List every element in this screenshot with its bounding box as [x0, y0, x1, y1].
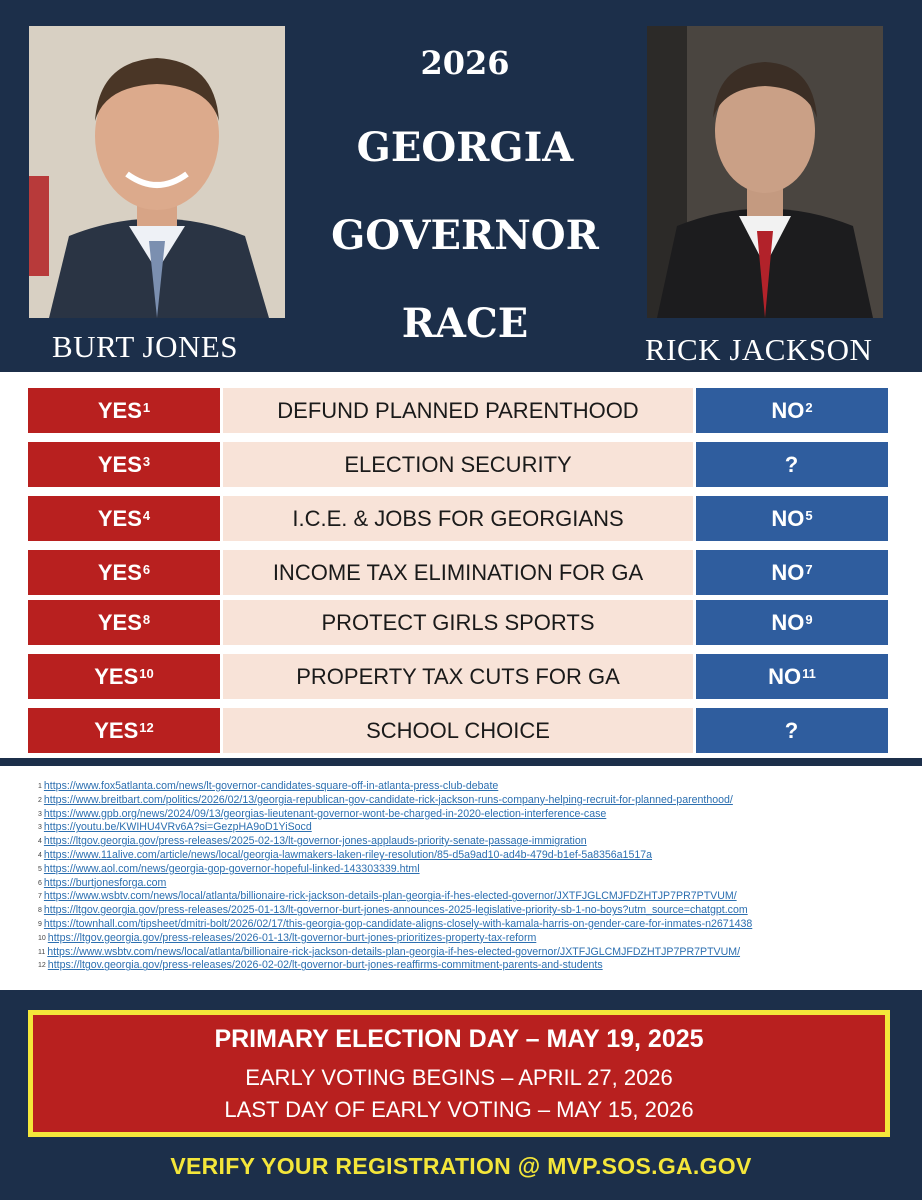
- footnote: [38, 849, 888, 863]
- footnote: [38, 890, 888, 904]
- footnote-number: 2: [38, 796, 42, 804]
- burt-jones-photo: [29, 26, 285, 318]
- footnote: [38, 821, 888, 835]
- issue-label: SCHOOL CHOICE: [223, 708, 693, 753]
- title-line-race: RACE: [401, 300, 529, 347]
- footer: [0, 990, 922, 1200]
- left-answer: YES $^4$: [28, 496, 220, 541]
- footnote-number: 10: [38, 934, 46, 942]
- title-year: 2026: [420, 44, 510, 82]
- early-voting-begins: EARLY VOTING BEGINS – APRIL 27, 2026: [245, 1065, 673, 1090]
- issue-label: DEFUND PLANNED PARENTHOOD: [223, 388, 693, 433]
- table-row: [28, 654, 888, 699]
- footnote-number: 8: [38, 907, 42, 915]
- table-row: [28, 442, 888, 487]
- right-answer: NO $^{11}$: [696, 654, 888, 699]
- right-candidate-name: RICK JACKSON: [645, 332, 873, 367]
- primary-election-day: PRIMARY ELECTION DAY – MAY 19, 2025: [214, 1025, 704, 1053]
- table-row: [28, 496, 888, 541]
- issue-label: ELECTION SECURITY: [223, 442, 693, 487]
- footnote-link[interactable]: https://www.breitbart.com/politics/2026/02/13/georgia-republican-gov-candidate-rick-jackson-runs-company-helping-recruit-for-planned-parenthood/: [43, 793, 733, 806]
- footnote-link[interactable]: https://ltgov.georgia.gov/press-releases/2026-01-13/lt-governor-burt-jones-prioritizes-property-tax-reform: [47, 931, 537, 944]
- left-answer: YES $^1$: [28, 388, 220, 433]
- footnote: [38, 863, 888, 877]
- footnote-number: 1: [38, 783, 42, 790]
- footnote: [38, 877, 888, 891]
- footnote-link[interactable]: https://ltgov.georgia.gov/press-releases/2025-01-13/lt-governor-burt-jones-announces-2025-legislative-priority-sb-1-no-boys?utm_source=chatgpt.com: [43, 904, 748, 917]
- footnote-link[interactable]: https://www.wsbtv.com/news/local/atlanta/billionaire-rick-jackson-details-plan-georgia-if-hes-elected-governor/JXTFJGLCMJFDZHTJP7PR7PTVUM/: [47, 945, 741, 958]
- left-answer: YES $^{12}$: [28, 708, 220, 753]
- right-answer: NO $^2$: [696, 388, 888, 433]
- table-row: [28, 708, 888, 753]
- footnote: [38, 794, 888, 808]
- footnote-number: 11: [38, 948, 46, 956]
- footnote-number: 6: [38, 879, 42, 887]
- left-answer: YES $^8$: [28, 600, 220, 645]
- footnote-number: 4: [38, 851, 42, 859]
- title-line-georgia: GEORGIA: [356, 124, 574, 171]
- footnote-link[interactable]: https://youtu.be/KWIHU4VRv6A?si=GezpHA9oD1YiSocd: [43, 821, 312, 834]
- issue-label: I.C.E. & JOBS FOR GEORGIANS: [223, 496, 693, 541]
- election-dates-box: [28, 1010, 890, 1137]
- footnote-link[interactable]: https://burtjonesforga.com: [43, 876, 167, 889]
- issue-label: INCOME TAX ELIMINATION FOR GA: [223, 550, 693, 595]
- right-answer: ?: [696, 442, 888, 487]
- footnote-number: 12: [38, 962, 46, 970]
- footnote-number: 4: [38, 838, 42, 846]
- footnotes-section: [0, 758, 922, 990]
- issue-label: PROTECT GIRLS SPORTS: [223, 600, 693, 645]
- footnote-link[interactable]: https://www.fox5atlanta.com/news/lt-governor-candidates-square-off-in-atlanta-press-club-debate: [43, 780, 499, 792]
- footnote-number: 5: [38, 865, 42, 873]
- right-answer: ?: [696, 708, 888, 753]
- footnote-number: 3: [38, 810, 42, 818]
- rick-jackson-photo: [647, 26, 883, 318]
- right-answer: NO $^9$: [696, 600, 888, 645]
- comparison-table: [0, 372, 922, 758]
- footnote-link[interactable]: https://www.wsbtv.com/news/local/atlanta/billionaire-rick-jackson-details-plan-georgia-if-hes-elected-governor/JXTFJGLCMJFDZHTJP7PR7PTVUM/: [43, 890, 737, 903]
- footnote-number: 7: [38, 893, 42, 901]
- footnote: [38, 932, 888, 946]
- footnote-link[interactable]: https://www.gpb.org/news/2024/09/13/georgias-lieutenant-governor-wont-be-charged-in-2020-election-interference-case: [43, 807, 607, 820]
- left-answer: YES $^3$: [28, 442, 220, 487]
- footnote-link[interactable]: https://ltgov.georgia.gov/press-releases/2025-02-13/lt-governor-jones-applauds-priority-senate-passage-immigration: [43, 835, 587, 848]
- footnote-number: 3: [38, 824, 42, 832]
- footnote-number: 9: [38, 920, 42, 928]
- footnote: [38, 946, 888, 960]
- footnote: [38, 904, 888, 918]
- footnote: [38, 959, 888, 973]
- footnote: [38, 808, 888, 822]
- footnote: [38, 780, 888, 794]
- header: [0, 0, 922, 372]
- footnote: [38, 918, 888, 932]
- early-voting-last-day: LAST DAY OF EARLY VOTING – MAY 15, 2026: [224, 1097, 694, 1122]
- footnote-link[interactable]: https://ltgov.georgia.gov/press-releases/2026-02-02/lt-governor-burt-jones-reaffirms-commitment-parents-and-students: [47, 959, 603, 972]
- title-line-governor: GOVERNOR: [331, 212, 599, 259]
- verify-registration-text: VERIFY YOUR REGISTRATION @ MVP.SOS.GA.GOV: [170, 1153, 752, 1179]
- left-candidate-name: BURT JONES: [52, 329, 239, 364]
- table-row: [28, 550, 888, 595]
- issue-label: PROPERTY TAX CUTS FOR GA: [223, 654, 693, 699]
- left-answer: YES $^{10}$: [28, 654, 220, 699]
- right-answer: NO $^7$: [696, 550, 888, 595]
- left-answer: YES $^6$: [28, 550, 220, 595]
- footnote-link[interactable]: https://www.aol.com/news/georgia-gop-governor-hopeful-linked-143303339.html: [43, 862, 420, 875]
- footnote-link[interactable]: https://townhall.com/tipsheet/dmitri-bolt/2026/02/17/this-georgia-gop-candidate-aligns-closely-with-kamala-harris-on-gender-care-for-inmates-n2671438: [43, 917, 753, 930]
- footnote-link[interactable]: https://www.11alive.com/article/news/local/georgia-lawmakers-laken-riley-resolution/85-d5a9ad10-ad4b-479d-b1ef-5a8356a1517a: [43, 848, 653, 861]
- table-row: [28, 600, 888, 645]
- footnote: [38, 835, 888, 849]
- table-row: [28, 388, 888, 433]
- footnotes-list: [38, 780, 888, 973]
- right-answer: NO $^5$: [696, 496, 888, 541]
